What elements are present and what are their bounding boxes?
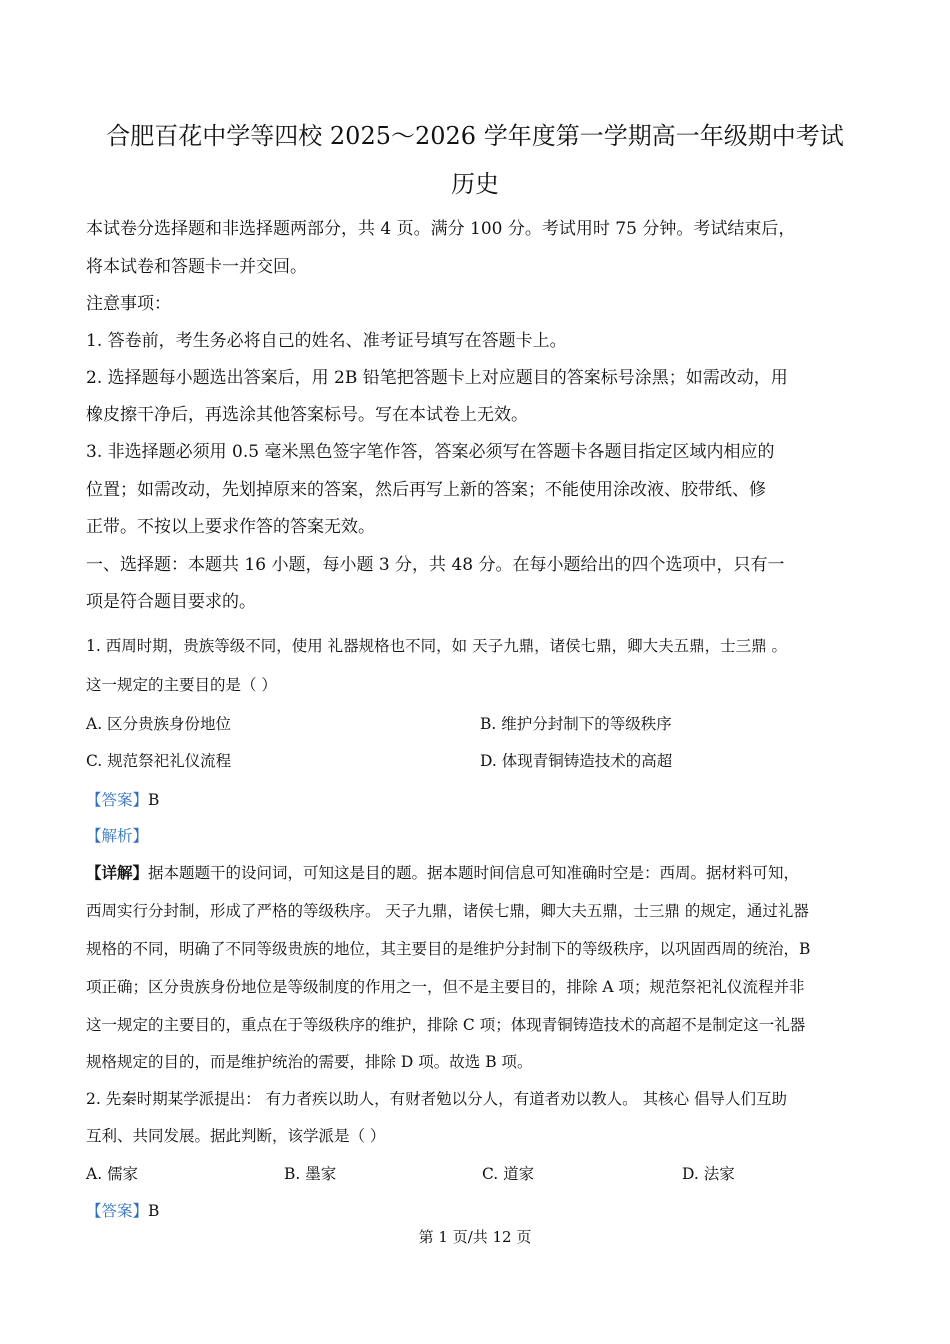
q1-detail-line-5: 这一规定的主要目的，重点在于等级秩序的维护，排除 C 项；体现青铜铸造技术的高超不是制定这一礼器 bbox=[86, 1016, 806, 1034]
answer-tag: 【答案】 bbox=[86, 791, 149, 809]
q1-detail-line-2: 西周实行分封制，形成了严格的等级秩序。 天子九鼎，诸侯七鼎，卿大夫五鼎，士三鼎 的规定，通过礼器 bbox=[86, 902, 809, 920]
q1-detail-line-1 bbox=[86, 861, 799, 883]
q1-stem-line-2: 这一规定的主要目的是（ ） bbox=[86, 676, 277, 694]
q1-detail-line-3: 规格的不同，明确了不同等级贵族的地位，其主要目的是维护分封制下的等级秩序，以巩固西周的统治，B bbox=[86, 940, 811, 958]
notice-item-3-line-1: 3. 非选择题必须用 0.5 毫米黑色签字笔作答，答案必须写在答题卡各题目指定区域内相应的 bbox=[86, 442, 775, 462]
page-footer: 第 1 页/共 12 页 bbox=[418, 1228, 532, 1246]
exam-title: 合肥百花中学等四校 2025～2026 学年度第一学期高一年级期中考试 bbox=[106, 122, 844, 150]
q1-option-c: C. 规范祭祀礼仪流程 bbox=[86, 752, 232, 770]
intro-line-1: 本试卷分选择题和非选择题两部分，共 4 页。满分 100 分。考试用时 75 分钟。考试结束后， bbox=[86, 219, 796, 239]
q2-stem-line-1: 2. 先秦时期某学派提出： 有力者疾以助人，有财者勉以分人，有道者劝以教人。 其核心 倡导人们互助 bbox=[86, 1090, 787, 1108]
detail-text: 据本题题干的设问词，可知这是目的题。据本题时间信息可知准确时空是：西周。据材料可知， bbox=[148, 864, 800, 882]
notice-item-1: 1. 答卷前，考生务必将自己的姓名、准考证号填写在答题卡上。 bbox=[86, 331, 567, 351]
q1-answer bbox=[86, 788, 159, 810]
q2-answer bbox=[86, 1199, 159, 1221]
q1-analysis-tag bbox=[86, 824, 148, 846]
q2-option-c: C. 道家 bbox=[482, 1165, 535, 1183]
notice-item-2-line-2: 橡皮擦干净后，再选涂其他答案标号。写在本试卷上无效。 bbox=[86, 405, 528, 425]
answer-tag: 【答案】 bbox=[86, 1202, 149, 1220]
notice-item-3-line-2: 位置；如需改动，先划掉原来的答案，然后再写上新的答案；不能使用涂改液、胶带纸、修 bbox=[86, 480, 766, 500]
detail-tag: 【详解】 bbox=[86, 863, 149, 882]
q1-detail-line-6: 规格规定的目的，而是维护统治的需要，排除 D 项。故选 B 项。 bbox=[86, 1053, 533, 1071]
subject-title: 历史 bbox=[451, 170, 499, 198]
section-1-line-2: 项是符合题目要求的。 bbox=[86, 592, 256, 612]
q1-option-a: A. 区分贵族身份地位 bbox=[86, 715, 232, 733]
q1-detail-line-4: 项正确；区分贵族身份地位是等级制度的作用之一，但不是主要目的，排除 A 项；规范祭祀礼仪流程并非 bbox=[86, 978, 805, 996]
notice-item-3-line-3: 正带。不按以上要求作答的答案无效。 bbox=[86, 517, 375, 537]
answer-value: B bbox=[148, 1202, 160, 1220]
q2-stem-line-2: 互利、共同发展。据此判断，该学派是（ ） bbox=[86, 1127, 386, 1145]
q1-option-d: D. 体现青铜铸造技术的高超 bbox=[480, 752, 673, 770]
intro-line-2: 将本试卷和答题卡一并交回。 bbox=[86, 257, 307, 277]
q2-option-a: A. 儒家 bbox=[86, 1165, 139, 1183]
q1-option-b: B. 维护分封制下的等级秩序 bbox=[480, 715, 672, 733]
analysis-tag: 【解析】 bbox=[86, 827, 149, 845]
q2-option-b: B. 墨家 bbox=[284, 1165, 337, 1183]
q2-option-d: D. 法家 bbox=[682, 1165, 735, 1183]
q1-stem-line-1: 1. 西周时期，贵族等级不同，使用 礼器规格也不同，如 天子九鼎，诸侯七鼎，卿大夫五鼎，士三鼎 。 bbox=[86, 637, 787, 655]
answer-value: B bbox=[148, 791, 160, 809]
notice-heading: 注意事项： bbox=[86, 294, 171, 314]
section-1-line-1: 一、选择题：本题共 16 小题，每小题 3 分，共 48 分。在每小题给出的四个选项中，只有一 bbox=[86, 555, 785, 575]
notice-item-2-line-1: 2. 选择题每小题选出答案后，用 2B 铅笔把答题卡上对应题目的答案标号涂黑；如需改动，用 bbox=[86, 368, 788, 388]
